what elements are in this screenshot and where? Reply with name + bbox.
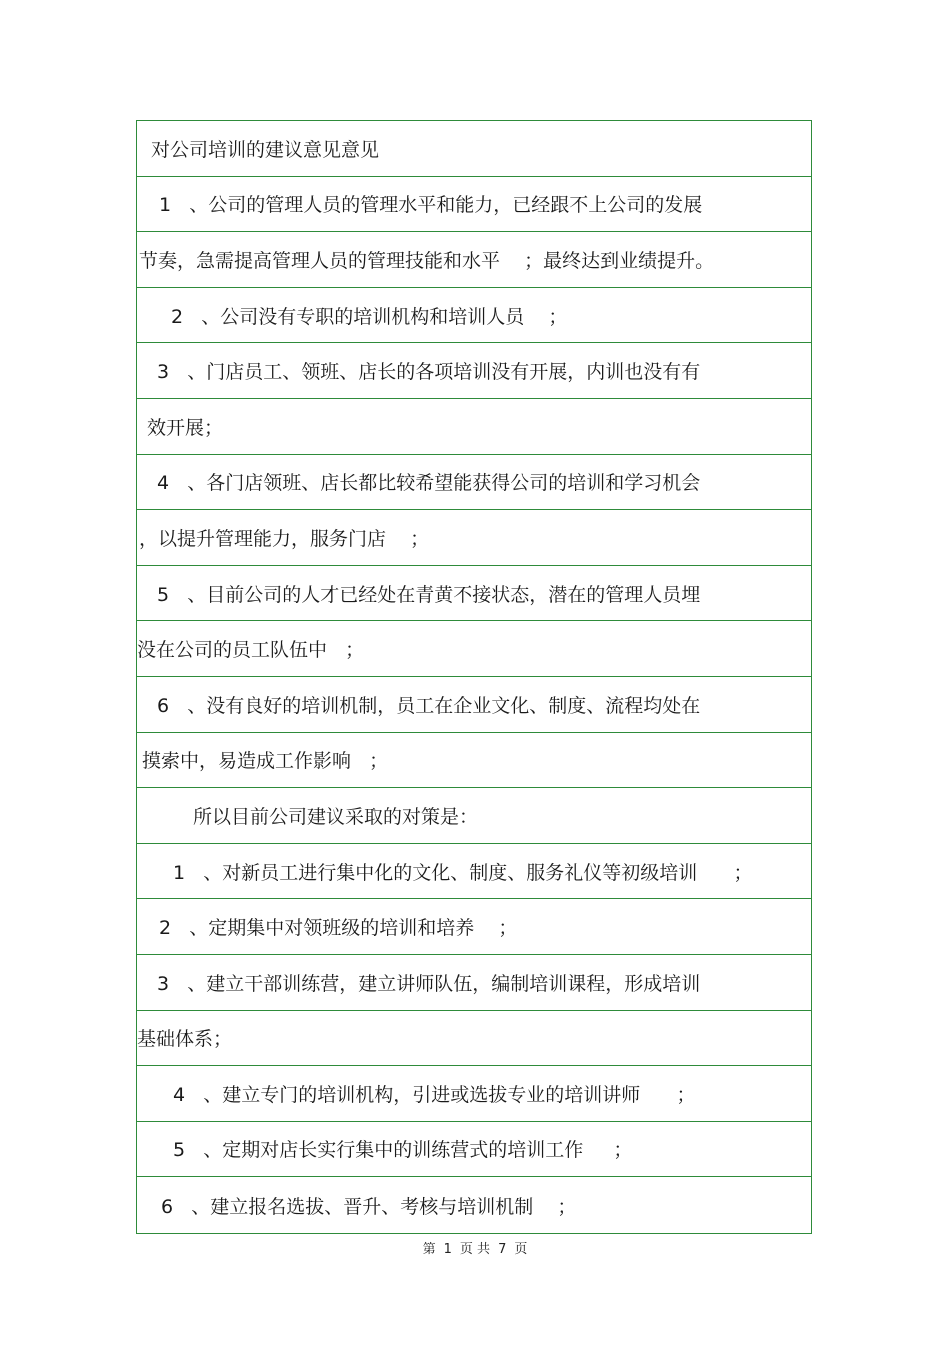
text-line: 1 、公司的管理人员的管理水平和能力，已经跟不上公司的发展 <box>137 177 811 233</box>
text-line: 3 、建立干部训练营，建立讲师队伍，编制培训课程，形成培训 <box>137 955 811 1011</box>
text-line: 没在公司的员工队伍中 ； <box>137 621 811 677</box>
document-title <box>137 121 811 177</box>
text-line: 2 、公司没有专职的培训机构和培训人员 ； <box>137 288 811 344</box>
text-line: 5 、目前公司的人才已经处在青黄不接状态，潜在的管理人员埋 <box>137 566 811 622</box>
text-line: 3 、门店员工、领班、店长的各项培训没有开展，内训也没有有 <box>137 343 811 399</box>
current-page-number: 1 <box>443 1242 452 1257</box>
text-line: 效开展； <box>137 399 811 455</box>
text-line: 2 、定期集中对领班级的培训和培养 ； <box>137 899 811 955</box>
text-line: 基础体系； <box>137 1011 811 1067</box>
text-line: 5 、定期对店长实行集中的训练营式的培训工作 ； <box>137 1122 811 1178</box>
footer-middle: 页 共 <box>459 1242 491 1257</box>
text-line: 所以目前公司建议采取的对策是： <box>137 788 811 844</box>
title-text: 对公司培训的建议意见意见 <box>151 138 380 161</box>
text-line: 摸索中，易造成工作影响 ； <box>137 733 811 789</box>
text-line: 4 、建立专门的培训机构，引进或选拔专业的培训讲师 ； <box>137 1066 811 1122</box>
text-line: 6 、没有良好的培训机制，员工在企业文化、制度、流程均处在 <box>137 677 811 733</box>
document-table <box>136 120 812 1234</box>
total-page-number: 7 <box>498 1242 507 1257</box>
text-line: 1 、对新员工进行集中化的文化、制度、服务礼仪等初级培训 ； <box>137 844 811 900</box>
text-line: 4 、各门店领班、店长都比较希望能获得公司的培训和学习机会 <box>137 455 811 511</box>
page-footer <box>0 1238 950 1257</box>
text-line: 6 、建立报名选拔、晋升、考核与培训机制 ； <box>161 1195 577 1218</box>
text-line: 节奏，急需提高管理人员的管理技能和水平 ；最终达到业绩提升。 <box>137 232 811 288</box>
text-line: ，以提升管理能力，服务门店 ； <box>137 510 811 566</box>
footer-suffix: 页 <box>514 1242 528 1257</box>
footer-prefix: 第 <box>422 1242 436 1257</box>
